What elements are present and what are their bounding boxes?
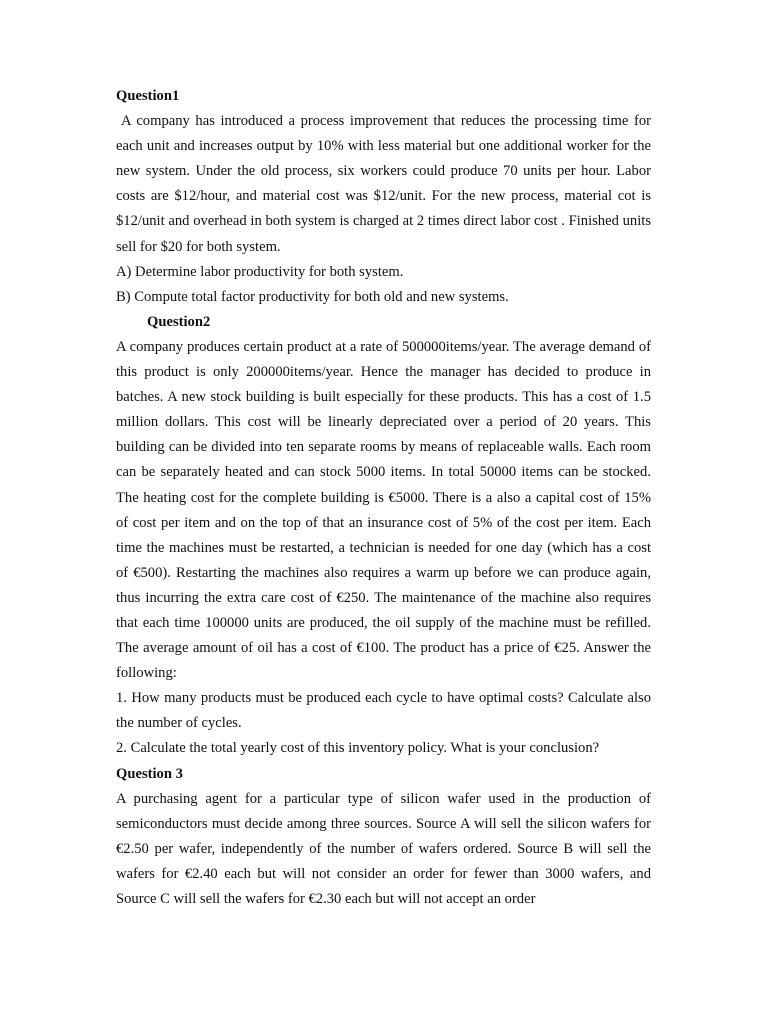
question-3-body: A purchasing agent for a particular type of silicon wafer used in the production of semiconductors must decide among three sources. Source A will sell the silicon wafers for €2.50 per wafer, independently of the number of wafers ordered. Source B will sell the wafers for €2.40 each but will not consider an order for fewer than 3000 wafers, and Source C will sell the wafers for €2.30 each but will not accept an order [116, 790, 651, 907]
question-1-heading: Question1 [116, 88, 180, 104]
question-3-heading: Question 3 [116, 765, 183, 782]
question-2-heading: Question2 [147, 313, 211, 330]
document-page [116, 84, 651, 912]
question-2-item-1: 1. How many products must be produced each cycle to have optimal costs? Calculate also the number of cycles. [116, 690, 651, 732]
question-1-part-b: B) Compute total factor productivity for both old and new systems. [116, 288, 509, 305]
question-2-body: A company produces certain product at a rate of 500000items/year. The average demand of this product is only 200000items/year. Hence the manager has decided to produce in batches. A new stock building is built especially for these products. This has a cost of 1.5 million dollars. This cost will be linearly depreciated over a period of 20 years. This building can be divided into ten separate rooms by means of replaceable walls. Each room can be separately heated and can stock 5000 items. In total 50000 items can be stocked. The heating cost for the complete building is €5000. There is a also a capital cost of 15% of cost per item and on the top of that an insurance cost of 5% of the cost per item. Each time the machines must be restarted, a technician is needed for one day (which has a cost of €500). Restarting the machines also requires a warm up before we can produce again, thus incurring the extra care cost of €250. The maintenance of the machine also requires that each time 100000 units are produced, the oil supply of the machine must be refilled. The average amount of oil has a cost of €100. The product has a price of €25. Answer the following: [116, 338, 651, 682]
question-2-item-2: 2. Calculate the total yearly cost of this inventory policy. What is your conclusion? [116, 740, 600, 757]
question-1-part-a: A) Determine labor productivity for both system. [116, 263, 404, 280]
question-1-body: A company has introduced a process improvement that reduces the processing time for each unit and increases output by 10% with less material but one additional worker for the new system. Under the old process, six workers could produce 70 units per hour. Labor costs are $12/hour, and material cost was $12/unit. For the new process, material cot is $12/unit and overhead in both system is charged at 2 times direct labor cost . Finished units sell for $20 for both system. [116, 113, 651, 255]
